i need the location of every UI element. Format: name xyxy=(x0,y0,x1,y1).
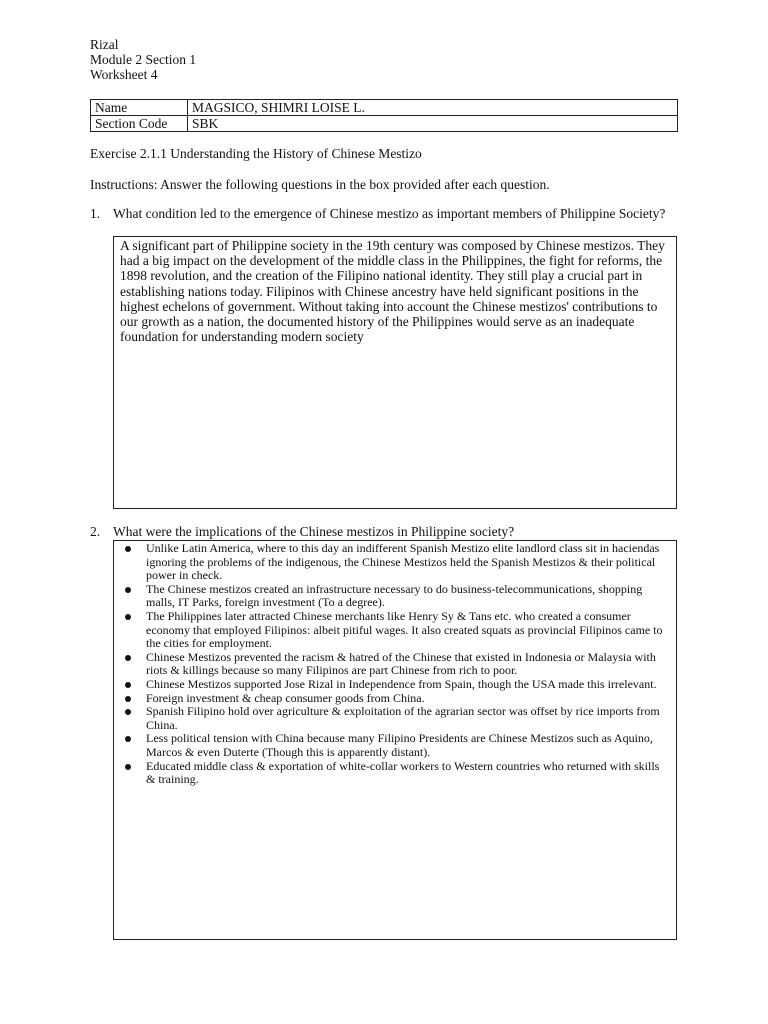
bullet-dot-icon xyxy=(125,696,131,702)
question-2 xyxy=(90,524,680,539)
question-2-text: What were the implications of the Chinese mestizos in Philippine society? xyxy=(113,524,515,539)
bullet-text: Spanish Filipino hold over agriculture & exploitation of the agrarian sector was offset by rice imports from China. xyxy=(146,704,660,732)
document-header xyxy=(90,37,196,82)
bullet-item xyxy=(120,610,670,651)
bullet-item xyxy=(120,692,670,706)
bullet-text: The Philippines later attracted Chinese merchants like Henry Sy & Tans etc. who created a consumer economy that employed Filipinos: albeit pitiful wages. It also created squats as provincial Filipinos came to the cities for employment. xyxy=(146,608,663,651)
bullet-item xyxy=(120,583,670,610)
bullet-dot-icon xyxy=(125,736,131,742)
bullet-dot-icon xyxy=(125,546,131,552)
bullet-text: Less political tension with China because many Filipino Presidents are Chinese Mestizos such as Aquino, Marcos & even Duterte (Though this is apparently distant). xyxy=(146,731,653,759)
bullet-dot-icon xyxy=(125,655,131,661)
exercise-title: Exercise 2.1.1 Understanding the History of Chinese Mestizo xyxy=(90,146,422,161)
worksheet-label: Worksheet 4 xyxy=(90,67,158,82)
course-label: Rizal xyxy=(90,37,119,52)
bullet-text: Unlike Latin America, where to this day an indifferent Spanish Mestizo elite landlord class sit in haciendas ignoring the problems of the indigenous, the Chinese Mestizos held the Spanish Mestizos & their political power in check. xyxy=(146,541,660,583)
bullet-text: Chinese Mestizos prevented the racism & hatred of the Chinese that existed in Indonesia or Malaysia with riots & killings because so many Filipinos are part Chinese from rich to poor. xyxy=(146,649,656,678)
bullet-text: Educated middle class & exportation of white-collar workers to Western countries who returned with skills & training. xyxy=(146,758,660,787)
bullet-item xyxy=(120,760,670,787)
bullet-text: Chinese Mestizos supported Jose Rizal in Independence from Spain, though the USA made this irrelevant. xyxy=(146,676,657,691)
module-label: Module 2 Section 1 xyxy=(90,52,197,67)
question-1 xyxy=(90,206,680,221)
bullet-item xyxy=(120,732,670,759)
section-code-value: SBK xyxy=(188,116,678,132)
bullet-dot-icon xyxy=(125,709,131,715)
bullet-text: The Chinese mestizos created an infrastructure necessary to do business-telecommunications, shopping malls, IT Parks, foreign investment (To a degree). xyxy=(146,581,643,610)
question-1-text: What condition led to the emergence of Chinese mestizo as important members of Philippine Society? xyxy=(113,206,666,221)
question-1-number: 1. xyxy=(90,206,101,221)
student-info-table xyxy=(90,99,678,132)
instructions: Instructions: Answer the following questions in the box provided after each question. xyxy=(90,177,550,192)
section-code-label: Section Code xyxy=(91,116,188,132)
bullet-item xyxy=(120,705,670,732)
name-value: MAGSICO, SHIMRI LOISE L. xyxy=(188,100,678,116)
name-row xyxy=(91,100,678,116)
bullet-text: Foreign investment & cheap consumer goods from China. xyxy=(146,690,425,705)
bullet-dot-icon xyxy=(125,682,131,688)
answer-box-1: A significant part of Philippine society in the 19th century was composed by Chinese mestizos. They had a big impact on the development of the middle class in the Philippines, the fight for reforms, the 1898 revolution, and the creation of the Filipino national identity. They still play a crucial part in establishing nations today. Filipinos with Chinese ancestry have held significant positions in the highest echelons of government. Without taking into account the Chinese mestizos' contributions to our growth as a nation, the documented history of the Philippines would serve as an inadequate foundation for understanding modern society xyxy=(113,236,677,509)
question-2-number: 2. xyxy=(90,524,101,539)
answer-box-2 xyxy=(113,540,677,940)
answer-bullet-list xyxy=(120,542,670,787)
bullet-item xyxy=(120,678,670,692)
bullet-item xyxy=(120,542,670,583)
section-row xyxy=(91,116,678,132)
bullet-item xyxy=(120,651,670,678)
bullet-dot-icon xyxy=(125,764,131,770)
bullet-dot-icon xyxy=(125,587,131,593)
name-label: Name xyxy=(91,100,188,116)
bullet-dot-icon xyxy=(125,614,131,620)
